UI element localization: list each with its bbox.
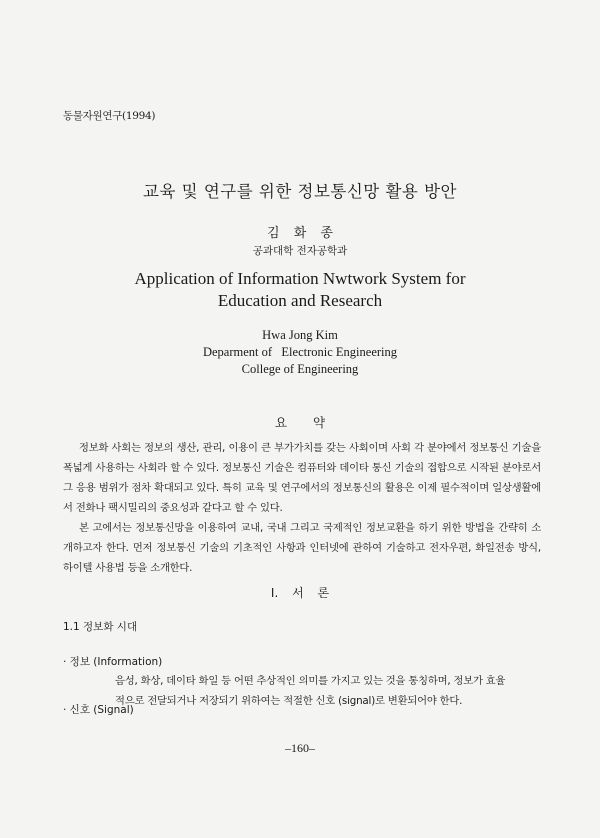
information-definition-line-2: 적으로 전달되거나 저장되기 위하여는 적절한 신호 (signal)로 변환되어야 한다.	[115, 695, 463, 707]
abstract-heading: 요 약	[274, 415, 326, 430]
english-title-line-2: Education and Research	[217, 291, 383, 310]
information-definition	[115, 671, 543, 711]
bullet-signal: · 신호 (Signal)	[63, 704, 134, 716]
abstract-paragraph-1: 정보화 사회는 정보의 생산, 관리, 이용이 큰 부가가치를 갖는 사회이며 사회 각 분야에서 정보통신 기술을 폭넓게 사용하는 사회라 할 수 있다. 정보통신 기술은 컴퓨터와 데이타 통신 기술의 접합으로 시작된 분야로서 그 응용 범위가 점차 확대되고 있다. 특히 교육 및 연구에서의 정보통신의 활용은 이제 필수적이며 일상생활에서 전화나 팩시밀리의 중요성과 같다고 할 수 있다.	[63, 442, 541, 514]
korean-author-name: 김 화 종	[267, 226, 333, 241]
subsection-1-1-heading: 1.1 정보화 시대	[63, 621, 138, 633]
abstract-body	[63, 438, 541, 578]
korean-author-affiliation: 공과대학 전자공학과	[252, 245, 348, 257]
english-author-block	[0, 327, 600, 378]
english-title	[0, 268, 600, 312]
abstract-paragraph-2: 본 고에서는 정보통신망을 이용하여 교내, 국내 그리고 국제적인 정보교환을 하기 위한 방법을 간략히 소개하고자 한다. 먼저 정보통신 기술의 기초적인 사항과 인터넷에 관하여 기술하고 전자우편, 화일전송 방식, 하이텔 사용법 등을 소개한다.	[63, 522, 541, 574]
english-college: College of Engineering	[241, 362, 359, 376]
section-1-heading: I. 서 론	[270, 586, 330, 600]
english-author-name: Hwa Jong Kim	[262, 328, 338, 342]
bullet-information: · 정보 (Information)	[63, 656, 163, 668]
page-number: –160–	[285, 741, 315, 755]
english-title-line-1: Application of Information Nwtwork System for	[134, 269, 466, 288]
korean-title: 교육 및 연구를 위한 정보통신망 활용 방안	[143, 182, 457, 201]
journal-header: 동물자원연구(1994)	[63, 110, 156, 122]
information-definition-line-1: 음성, 화상, 데이타 화일 등 어떤 추상적인 의미를 가지고 있는 것을 통칭하며, 정보가 효율	[115, 675, 506, 687]
english-department: Deparment of Electronic Engineering	[202, 345, 398, 359]
